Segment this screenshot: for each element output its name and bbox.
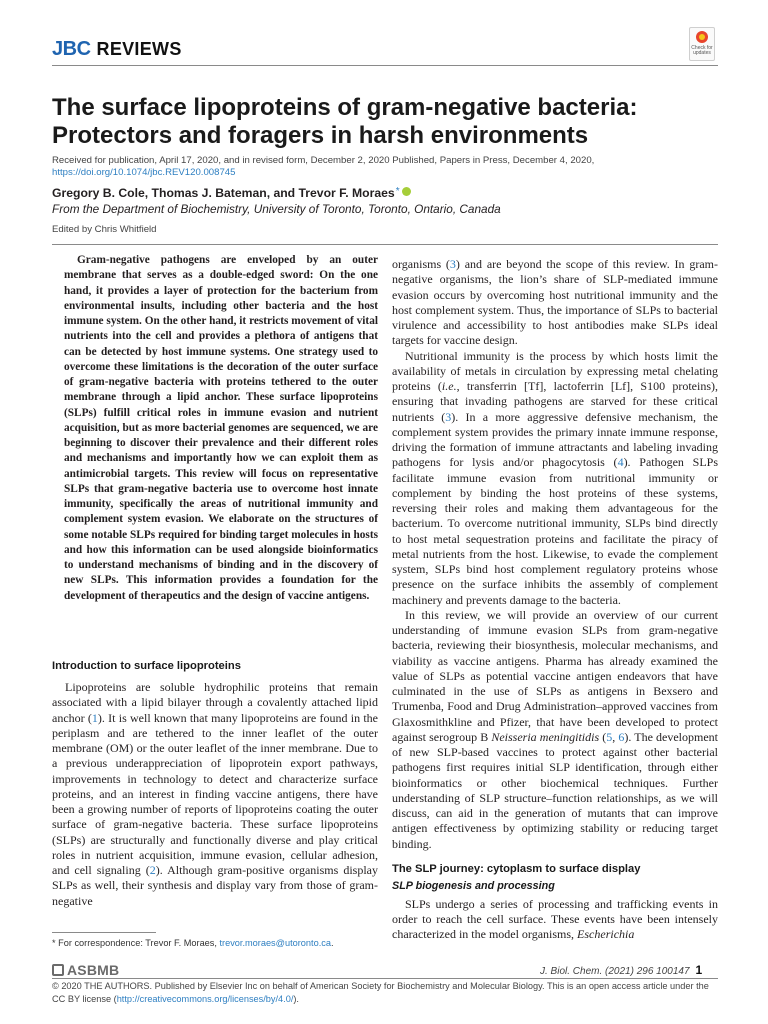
author-names: Gregory B. Cole, Thomas J. Bateman, and Trevor F. Moraes [52, 186, 395, 200]
asbmb-icon [52, 964, 64, 976]
author-list [52, 184, 411, 201]
text-run: organisms ( [392, 257, 450, 271]
journal-logo-text: JBC [52, 38, 91, 60]
text-run: SLPs undergo a series of processing and trafficking events in order to reach the cell surface. These events have been intensely characterized in the model organisms, [392, 896, 718, 942]
text-run: ). [293, 993, 299, 1004]
text-run: ). The development of new SLP-based vaccines to protect against other bacterial pathogens first requires initial SLP identification, through either bioinformatics or other biochemical techniques. Further understanding of SLP structure–function relationships, as we will discuss, can aid in the generation of mutants that can improve antigen effectiveness by optimizing stability or reducing target binding. [392, 729, 719, 851]
body-paragraph [392, 897, 718, 943]
citation-text: J. Biol. Chem. (2021) 296 100147 [540, 966, 690, 977]
abstract [64, 253, 378, 604]
page-number: 1 [695, 963, 703, 977]
section-label: REVIEWS [96, 39, 182, 59]
text-run: , [612, 729, 619, 744]
check-for-updates-button[interactable] [689, 27, 715, 61]
text-run: Nutritional immunity is the process by which hosts limit the availability of metals in circulation by expressing metal chelating proteins ( [392, 348, 718, 393]
text-run: . [330, 938, 334, 948]
text-run: ( [599, 729, 607, 744]
intro-paragraph [52, 680, 378, 909]
body-paragraph [392, 608, 718, 852]
reference-link[interactable]: 1 [91, 710, 98, 725]
reference-link[interactable]: 3 [449, 257, 456, 271]
slp-biogenesis-subheading: SLP biogenesis and processing [392, 879, 555, 892]
footnote-divider [52, 932, 156, 933]
reference-link[interactable]: 4 [617, 455, 624, 470]
text-run: ). Although gram-positive organisms display SLPs as well, their synthesis and display vary from those of gram-negative [52, 863, 378, 908]
check-for-updates-label: Check for updates [691, 45, 713, 56]
abstract-divider [52, 244, 718, 245]
body-paragraph [392, 349, 718, 608]
text-run: ) and are beyond the scope of this review. In gram-negative organisms, the lion’s share of SLP-mediated immune evasion occurs by overcoming host nutritional immunity and the host complement system. Thus, the importance of SLPs to bacterial virulence and accessibility to host antibodies make SLPs ideal targets for vaccine design. [392, 257, 718, 348]
license-link[interactable]: http://creativecommons.org/licenses/by/4.0/ [116, 993, 294, 1004]
text-run: ). Pathogen SLPs facilitate immune evasion from nutritional immunity or complement by binding the host proteins of these systems, reversing their roles and making them advantageous for the bacterium. To overcome nutritional immunity, SLPs bind directly to host metal sequestration proteins and facilitate the piracy of metal nutrients from the host. Likewise, to evade the complement system, SLPs bind host complement regulatory proteins whose presence on the surface inhibits the assembly of complement machinery and prevents damage to the bacteria. [392, 455, 718, 607]
body-paragraph [392, 257, 718, 349]
header-divider [52, 65, 718, 66]
reference-link[interactable]: 2 [149, 863, 156, 877]
publication-dates: Received for publication, April 17, 2020, and in revised form, December 2, 2020 Published, Papers in Press, December 4, 2020, [52, 155, 595, 166]
right-column [392, 257, 718, 943]
intro-section [52, 659, 378, 909]
check-for-updates-icon [696, 31, 708, 43]
email-link[interactable]: trevor.moraes@utoronto.ca [219, 938, 331, 948]
abstract-text: Gram-negative pathogens are enveloped by an outer membrane that serves as a double-edged sword: On the one hand, it provides a layer of protection for the bacterium from environmental insults, including other bacteria and the host immune system. On the other hand, it restricts movement of vital nutrients into the cell and provides a plethora of antigens that can be detected by host immune systems. One strategy used to overcome these limitations is the decoration of the outer surface of gram-negative bacteria with proteins tethered to the outer membrane through a lipid anchor. These surface lipoproteins (SLPs) fulfill critical roles in immune evasion and nutrient acquisition, but as more bacterial genomes are sequenced, we are beginning to discover their prevalence and their different roles and mechanisms and importantly how we can exploit them as antimicrobial targets. This review will focus on representative SLPs that gram-negative bacteria use to overcome host innate immunity, specifically the areas of nutritional immunity and complement system evasion. We elaborate on the structures of some notable SLPs required for binding target molecules in hosts and how this information can be used alongside bioinformatics to understand mechanisms of binding and in the discovery of new SLPs. This information provides a foundation for the development of therapeutics and the design of vaccine antigens. [64, 254, 378, 602]
reference-link[interactable]: 5 [606, 729, 613, 744]
text-run: © 2020 THE AUTHORS. Published by Elsevier Inc on behalf of American Society for Biochemistry and Molecular Biology. This is an open access article under the CC BY license ( [52, 981, 709, 1004]
species-name: Escherichia [577, 927, 635, 942]
text-run: ). It is well known that many lipoproteins are found in the periplasm and are tethered to the inner leaflet of the outer membrane (OM) or the outer leaflet of the inner membrane. Due to a previous underappreciation of lipoprotein export pathways, improvements in technology to detect and characterize surface proteins, and an interest in finding vaccine antigens, there have been a growing number of reports of lipoproteins coating the outer surface of gram-negative bacteria. These surface lipoproteins (SLPs) are structurally and functionally diverse and play critical roles in nutrient acquisition, immune evasion, cellular adhesion, and cell signaling ( [52, 710, 378, 877]
correspondence-mark[interactable]: * [395, 186, 400, 197]
license-notice [52, 980, 724, 1005]
text-run: ). In a more aggressive defensive mechanism, the complement system provides the primary innate immune response, driving the formation of immune attractants and labeling invading pathogens for lysis and/or phagocytosis ( [392, 409, 718, 470]
edited-by: Edited by Chris Whitfield [52, 224, 157, 235]
footnote-label: * For correspondence: Trevor F. Moraes, [52, 938, 220, 948]
slp-journey-heading: The SLP journey: cytoplasm to surface display [392, 862, 641, 875]
article-title: The surface lipoproteins of gram-negative bacteria: Protectors and foragers in harsh environments [52, 94, 638, 149]
reference-link[interactable]: 3 [445, 409, 452, 424]
species-name: Neisseria meningitidis [491, 729, 600, 744]
text-run: i.e. [441, 379, 457, 393]
footer-divider [52, 978, 718, 979]
intro-heading: Introduction to surface lipoproteins [52, 660, 241, 672]
journal-logo [52, 38, 182, 61]
orcid-icon[interactable] [402, 187, 411, 196]
text-run: , transferrin [Tf], lactoferrin [Lf], S100 proteins), ensuring that invading pathogens are starved for these critical nutrients ( [392, 379, 718, 424]
text-run: In this review, we will provide an overview of our current understanding of immune evasion SLPs from gram-negative bacteria, reviewing their biosynthesis, molecular mechanisms, and viability as vaccine antigens. Pharma has already examined the value of SLPs as potential vaccine antigen endeavors that have culminated in the use of SLPs as antigens in Bexsero and Trumenba, Food and Drug Administration–approved vaccines from Glaxosmithkline and Pfizer, that have been developed to protect against serogroup B [392, 607, 718, 744]
journal-citation [540, 963, 702, 977]
correspondence-footnote [52, 938, 334, 949]
doi-link[interactable]: https://doi.org/10.1074/jbc.REV120.008745 [52, 167, 236, 178]
reference-link[interactable]: 6 [618, 729, 625, 744]
publisher-logo-text: ASBMB [67, 962, 120, 978]
text-run: Lipoproteins are soluble hydrophilic proteins that remain associated with a lipid bilayer through a covalently attached lipid anchor ( [52, 680, 378, 725]
affiliation: From the Department of Biochemistry, University of Toronto, Toronto, Ontario, Canada [52, 202, 501, 216]
publisher-logo [52, 962, 119, 978]
